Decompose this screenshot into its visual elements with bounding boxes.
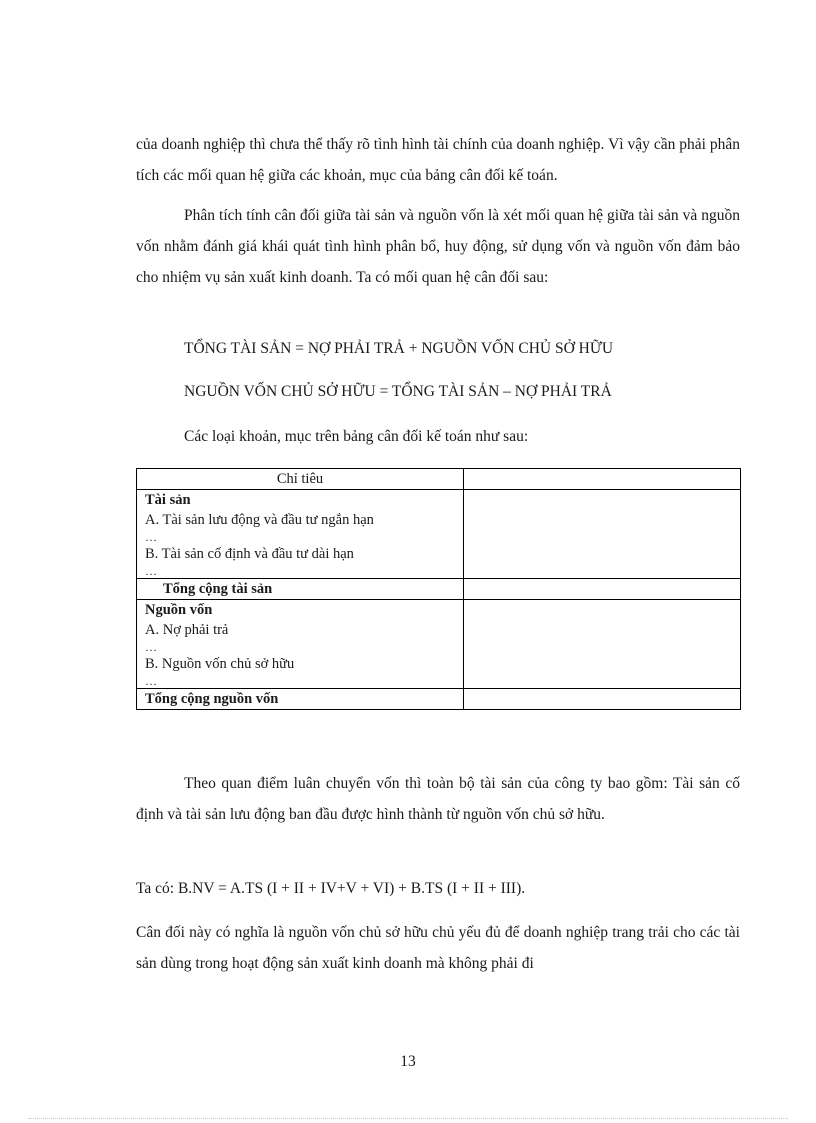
ellipsis: … (145, 564, 157, 578)
paragraph-equation: Ta có: B.NV = A.TS (I + II + IV+V + VI) + B.TS (I + II + III). (136, 880, 526, 897)
paragraph-balance-meaning: Cân đối này có nghĩa là nguồn vốn chủ sở hữu chủ yếu đủ để doanh nghiệp trang trải cho các tài sản dùng trong hoạt động sản xuất kinh doanh mà không phải đi (136, 924, 740, 972)
asset-item-a: A. Tài sản lưu động và đầu tư ngắn hạn (145, 512, 374, 528)
page-number: 13 (400, 1053, 416, 1070)
source-item-a: A. Nợ phải trả (145, 622, 229, 638)
paragraph-balance-analysis: Phân tích tính cân đối giữa tài sản và nguồn vốn là xét mối quan hệ giữa tài sản và nguồn vốn nhằm đánh giá khái quát tình hình phân bổ, huy động, sử dụng vốn và nguồn vốn đảm bảo cho nhiệm vụ sản xuất kinh doanh. Ta có mối quan hệ cân đối sau: (136, 207, 740, 286)
assets-cell (137, 490, 464, 579)
asset-item-b: B. Tài sản cố định và đầu tư dài hạn (145, 546, 354, 562)
table-row-total-sources (137, 689, 741, 710)
total-assets-cell (137, 579, 464, 600)
ellipsis: … (145, 674, 157, 688)
balance-sheet-table (136, 468, 741, 710)
table-row-sources (137, 600, 741, 689)
sources-cell (137, 600, 464, 689)
table-header-empty-cell (464, 469, 741, 490)
sources-value-cell (464, 600, 741, 689)
paragraph-intro-continued: của doanh nghiệp thì chưa thể thấy rõ tình hình tài chính của doanh nghiệp. Vì vậy cần phải phân tích các mối quan hệ giữa các khoản, mục của bảng cân đối kế toán. (136, 136, 740, 184)
total-sources-cell: Tổng cộng nguồn vốn (137, 689, 464, 710)
ellipsis: … (145, 640, 157, 654)
total-assets-label: Tổng cộng tài sản (163, 581, 273, 597)
table-header-cell: Chỉ tiêu (137, 469, 464, 490)
table-header-row (137, 469, 741, 490)
table-row-assets (137, 490, 741, 579)
source-item-b: B. Nguồn vốn chủ sở hữu (145, 656, 295, 672)
assets-value-cell (464, 490, 741, 579)
formula-owner-equity: NGUỒN VỐN CHỦ SỞ HỮU = TỔNG TÀI SẢN – NỢ PHẢI TRẢ (184, 383, 612, 400)
total-assets-value-cell (464, 579, 741, 600)
paragraph-capital-rotation: Theo quan điểm luân chuyển vốn thì toàn bộ tài sản của công ty bao gồm: Tài sản cố định và tài sản lưu động ban đầu được hình thành từ nguồn vốn chủ sở hữu. (136, 775, 740, 823)
total-sources-value-cell (464, 689, 741, 710)
assets-title: Tài sản (145, 492, 191, 508)
formula-total-assets: TỔNG TÀI SẢN = NỢ PHẢI TRẢ + NGUỒN VỐN CHỦ SỞ HỮU (184, 340, 614, 357)
sources-title: Nguồn vốn (145, 602, 213, 618)
table-row-total-assets (137, 579, 741, 600)
paragraph-table-intro: Các loại khoản, mục trên bảng cân đối kế toán như sau: (184, 428, 529, 445)
ellipsis: … (145, 530, 157, 544)
page-bottom-divider (28, 1118, 788, 1119)
